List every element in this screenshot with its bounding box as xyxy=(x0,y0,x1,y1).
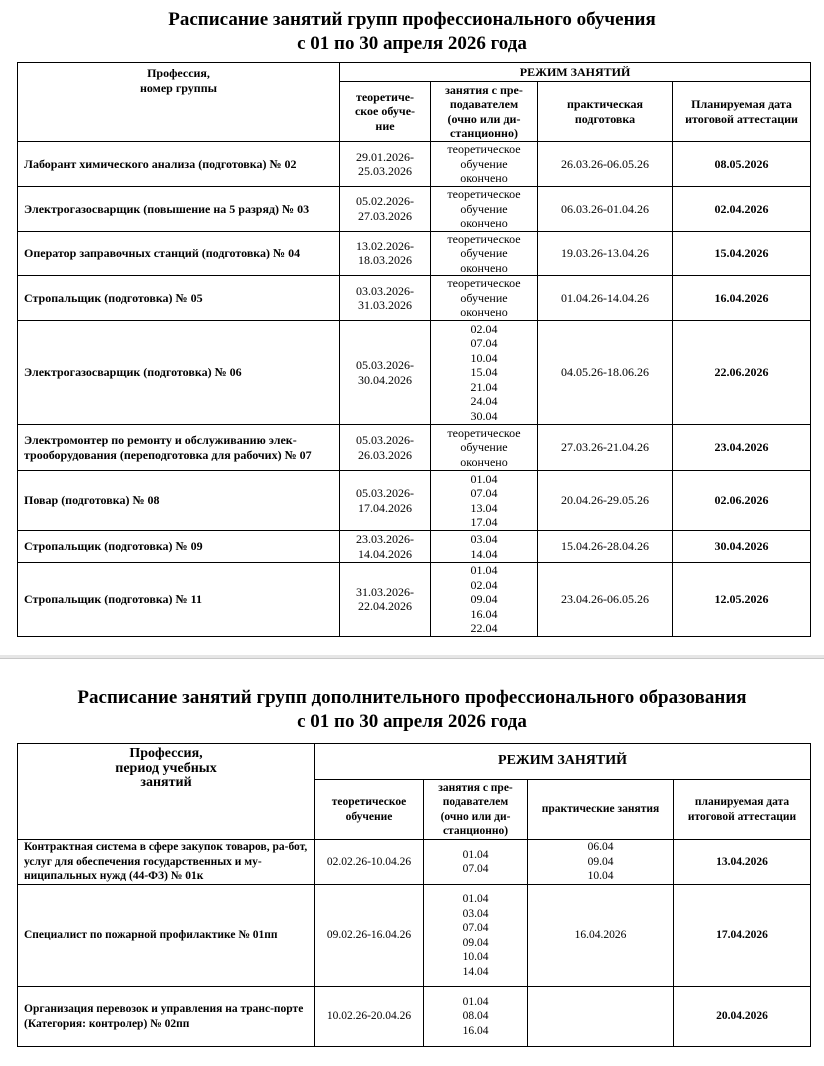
practice-period: 06.04 09.04 10.04 xyxy=(528,840,674,885)
table-row xyxy=(18,885,811,987)
profession-name: Специалист по пожарной профилактике № 01пп xyxy=(18,885,315,987)
doc1-title-line2: с 01 по 30 апреля 2026 года xyxy=(297,33,527,54)
attestation-date: 02.06.2026 xyxy=(673,471,811,531)
practice-period: 16.04.2026 xyxy=(528,885,674,987)
teacher-sessions: теоретическое обучение окончено xyxy=(431,425,538,471)
doc2-title-line1: Расписание занятий групп дополнительного профессионального образования xyxy=(77,687,747,708)
theory-period: 29.01.2026- 25.03.2026 xyxy=(340,142,431,187)
profession-name: Повар (подготовка) № 08 xyxy=(18,471,340,531)
header-teacher: занятия с пре- подавателем (очно или ди- станционно) xyxy=(424,780,528,840)
practice-period: 06.03.26-01.04.26 xyxy=(538,187,673,232)
table-row xyxy=(18,531,811,563)
practice-period: 23.04.26-06.05.26 xyxy=(538,563,673,637)
practice-period: 01.04.26-14.04.26 xyxy=(538,276,673,321)
header-theory: теоретическое обучение xyxy=(315,780,424,840)
theory-period: 02.02.26-10.04.26 xyxy=(315,840,424,885)
table-row xyxy=(18,187,811,232)
profession-name: Лаборант химического анализа (подготовка) № 02 xyxy=(18,142,340,187)
profession-name: Электромонтер по ремонту и обслуживанию элек-трооборудования (переподготовка для рабочих) № 07 xyxy=(18,425,340,471)
teacher-sessions: теоретическое обучение окончено xyxy=(431,276,538,321)
theory-period: 23.03.2026- 14.04.2026 xyxy=(340,531,431,563)
header-profession: Профессия, период учебных занятий xyxy=(18,744,315,840)
header-practice: практическая подготовка xyxy=(538,82,673,142)
teacher-sessions: 01.04 07.04 13.04 17.04 xyxy=(431,471,538,531)
doc2-title-line2: с 01 по 30 апреля 2026 года xyxy=(297,711,527,732)
teacher-sessions: 03.04 14.04 xyxy=(431,531,538,563)
table-row xyxy=(18,563,811,637)
attestation-date: 20.04.2026 xyxy=(674,987,811,1047)
doc1-title xyxy=(0,8,824,56)
doc1-title-line1: Расписание занятий групп профессионального обучения xyxy=(168,9,656,30)
header-practice: практические занятия xyxy=(528,780,674,840)
table-row xyxy=(18,142,811,187)
table-row xyxy=(18,276,811,321)
header-teacher: занятия с пре- подавателем (очно или ди- станционно) xyxy=(431,82,538,142)
professional-training-schedule-table xyxy=(17,62,811,637)
attestation-date: 30.04.2026 xyxy=(673,531,811,563)
profession-name: Стропальщик (подготовка) № 09 xyxy=(18,531,340,563)
page-separator xyxy=(0,655,824,659)
practice-period: 15.04.26-28.04.26 xyxy=(538,531,673,563)
profession-name: Стропальщик (подготовка) № 05 xyxy=(18,276,340,321)
practice-period: 27.03.26-21.04.26 xyxy=(538,425,673,471)
profession-name: Электрогазосварщик (подготовка) № 06 xyxy=(18,321,340,425)
attestation-date: 22.06.2026 xyxy=(673,321,811,425)
teacher-sessions: теоретическое обучение окончено xyxy=(431,187,538,232)
attestation-date: 15.04.2026 xyxy=(673,231,811,276)
theory-period: 05.03.2026- 17.04.2026 xyxy=(340,471,431,531)
teacher-sessions: 01.04 08.04 16.04 xyxy=(424,987,528,1047)
theory-period: 05.03.2026- 26.03.2026 xyxy=(340,425,431,471)
attestation-date: 02.04.2026 xyxy=(673,187,811,232)
table-row xyxy=(18,987,811,1047)
teacher-sessions: теоретическое обучение окончено xyxy=(431,231,538,276)
teacher-sessions: 02.04 07.04 10.04 15.04 21.04 24.04 30.04 xyxy=(431,321,538,425)
attestation-date: 08.05.2026 xyxy=(673,142,811,187)
table-row xyxy=(18,321,811,425)
profession-name: Электрогазосварщик (повышение на 5 разряд) № 03 xyxy=(18,187,340,232)
practice-period: 19.03.26-13.04.26 xyxy=(538,231,673,276)
teacher-sessions: теоретическое обучение окончено xyxy=(431,142,538,187)
attestation-date: 13.04.2026 xyxy=(674,840,811,885)
header-theory: теоретиче- ское обуче- ние xyxy=(340,82,431,142)
teacher-sessions: 01.04 03.04 07.04 09.04 10.04 14.04 xyxy=(424,885,528,987)
theory-period: 05.03.2026- 30.04.2026 xyxy=(340,321,431,425)
practice-period: 20.04.26-29.05.26 xyxy=(538,471,673,531)
header-regime: РЕЖИМ ЗАНЯТИЙ xyxy=(315,744,811,780)
attestation-date: 23.04.2026 xyxy=(673,425,811,471)
profession-name: Оператор заправочных станций (подготовка) № 04 xyxy=(18,231,340,276)
teacher-sessions: 01.04 02.04 09.04 16.04 22.04 xyxy=(431,563,538,637)
doc2-title xyxy=(0,686,824,734)
header-profession: Профессия, номер группы xyxy=(18,63,340,142)
theory-period: 10.02.26-20.04.26 xyxy=(315,987,424,1047)
attestation-date: 17.04.2026 xyxy=(674,885,811,987)
theory-period: 05.02.2026- 27.03.2026 xyxy=(340,187,431,232)
theory-period: 13.02.2026- 18.03.2026 xyxy=(340,231,431,276)
table-row xyxy=(18,425,811,471)
profession-name: Организация перевозок и управления на транс-порте (Категория: контролер) № 02пп xyxy=(18,987,315,1047)
table-row xyxy=(18,231,811,276)
practice-period: 26.03.26-06.05.26 xyxy=(538,142,673,187)
additional-education-schedule-table xyxy=(17,743,811,1047)
profession-name: Стропальщик (подготовка) № 11 xyxy=(18,563,340,637)
practice-period: 04.05.26-18.06.26 xyxy=(538,321,673,425)
header-attestation: планируемая дата итоговой аттестации xyxy=(674,780,811,840)
theory-period: 09.02.26-16.04.26 xyxy=(315,885,424,987)
header-regime: РЕЖИМ ЗАНЯТИЙ xyxy=(340,63,811,82)
theory-period: 31.03.2026- 22.04.2026 xyxy=(340,563,431,637)
attestation-date: 12.05.2026 xyxy=(673,563,811,637)
practice-period xyxy=(528,987,674,1047)
attestation-date: 16.04.2026 xyxy=(673,276,811,321)
table-row xyxy=(18,471,811,531)
teacher-sessions: 01.04 07.04 xyxy=(424,840,528,885)
header-attestation: Планируемая дата итоговой аттестации xyxy=(673,82,811,142)
table-row xyxy=(18,840,811,885)
profession-name: Контрактная система в сфере закупок товаров, ра-бот, услуг для обеспечения государственных и му-ниципальных нужд (44-ФЗ) № 01к xyxy=(18,840,315,885)
theory-period: 03.03.2026- 31.03.2026 xyxy=(340,276,431,321)
